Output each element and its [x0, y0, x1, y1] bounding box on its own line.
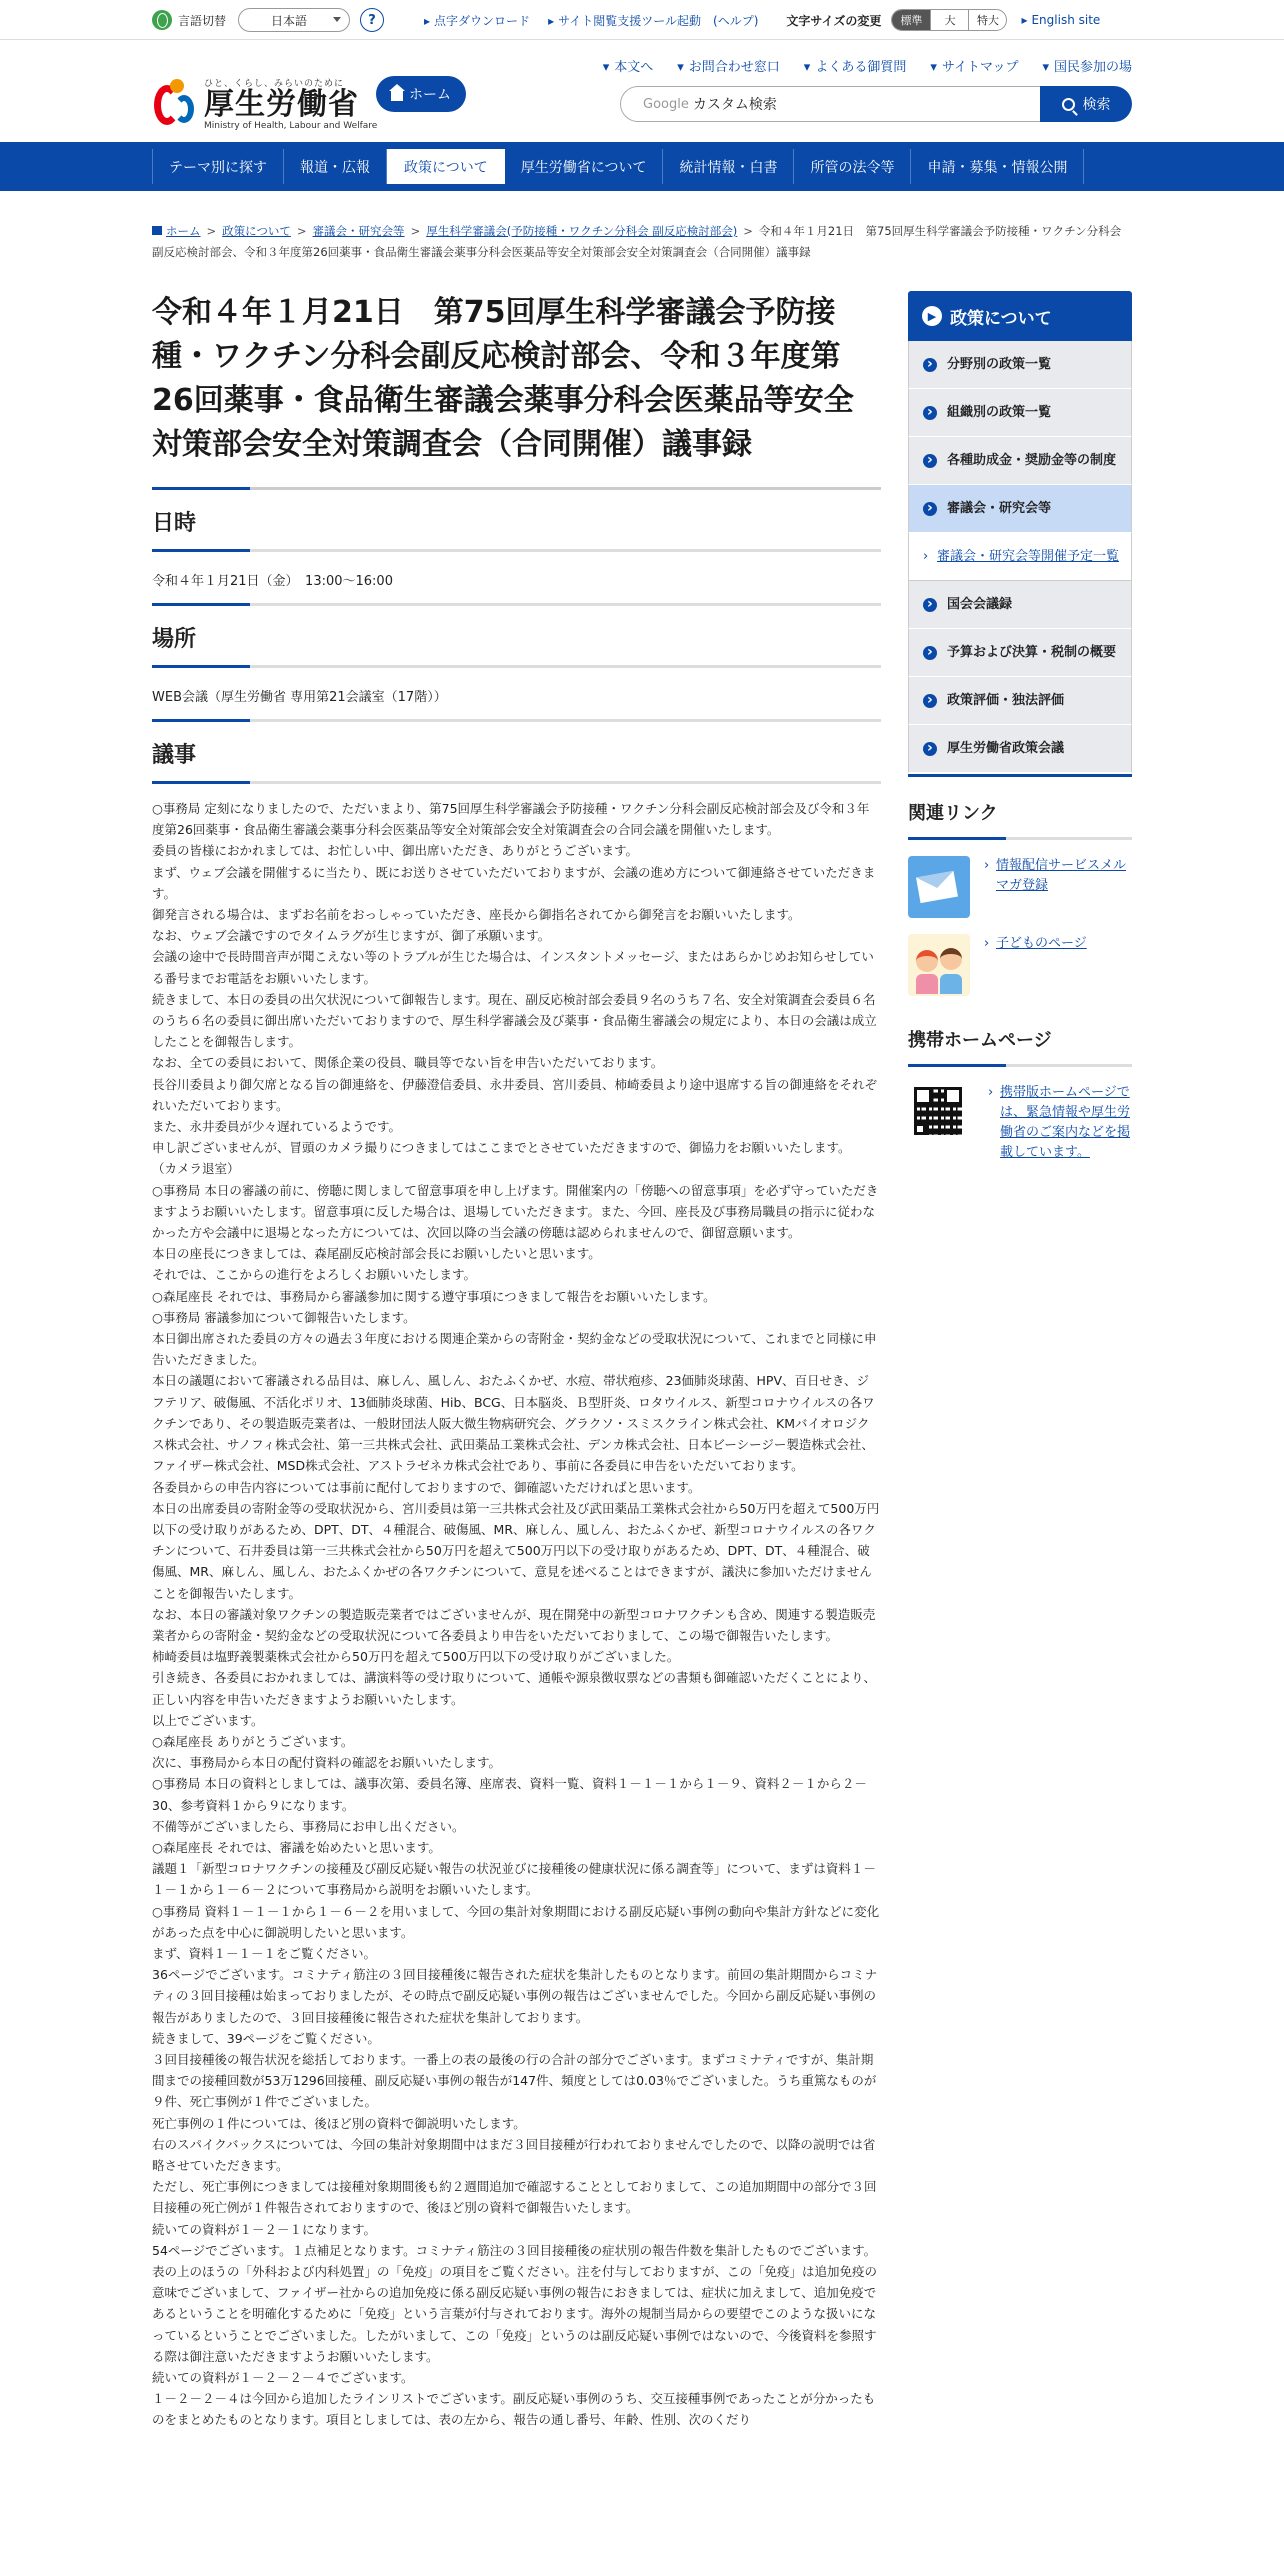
utility-links: [424, 12, 758, 29]
minutes-body: [152, 798, 881, 2431]
minutes-paragraph: ○森尾座長 それでは、事務局から審議参加に関する遵守事項につきまして報告をお願いいたします。: [152, 1288, 716, 1304]
minutes-paragraph: ○事務局 定刻になりましたので、ただいまより、第75回厚生科学審議会予防接種・ワクチン分科会副反応検討部会及び令和３年度第26回薬事・食品衛生審議会薬事分科会医薬品等安全対策部会安全対策調査会の合同会議を開催いたします。: [152, 801, 870, 838]
accessibility-tool-link[interactable]: ▸ サイト閲覧支援ツール起動 (ヘルプ): [548, 12, 758, 29]
font-size-label: 文字サイズの変更: [786, 13, 882, 28]
language-select-value: 日本語: [271, 13, 308, 28]
mail-magazine-link[interactable]: › 情報配信サービスメルマガ登録: [982, 856, 1132, 896]
minutes-paragraph: なお、全ての委員において、関係企業の役員、職員等でない旨を申告いただいております。: [152, 1055, 664, 1071]
minutes-paragraph: 続いての資料が１－２－１になります。: [152, 2221, 377, 2237]
breadcrumb: ホーム > 政策について > 審議会・研究会等 > 厚生科学審議会(予防接種・ワクチン分科会 副反応検討部会) > 令和４年１月21日 第75回厚生科学審議会予防接種・ワクチン分科会副反応検討部会、令和３年度第26回薬事・食品衛生審議会薬事分科会医薬品等安全対策部会安全対策調査会（合同開催）議事録: [152, 224, 1122, 259]
sidebar: [908, 291, 1132, 2431]
sidebar-item-policy-meeting[interactable]: 厚生労働省政策会議 ›: [908, 725, 1132, 773]
minutes-paragraph: ○森尾座長 ありがとうございます。: [152, 1733, 354, 1749]
gnav-theme[interactable]: テーマ別に探す: [152, 149, 284, 184]
gnav-press[interactable]: 報道・広報: [284, 149, 387, 184]
minutes-paragraph: 続いての資料が１－２－２－４でございます。: [152, 2370, 414, 2386]
sidebar-item-subsidies[interactable]: 各種助成金・奨励金等の制度 ›: [908, 437, 1132, 485]
minutes-paragraph: それでは、ここからの進行をよろしくお願いいたします。: [152, 1267, 477, 1283]
kids-page-icon: [908, 934, 970, 996]
gnav-policy[interactable]: 政策について: [387, 149, 505, 184]
header-links: [603, 56, 1132, 75]
global-nav: [0, 142, 1284, 191]
minutes-paragraph: また、永井委員が少々遅れているようです。: [152, 1119, 402, 1135]
breadcrumb-home[interactable]: ホーム: [166, 224, 201, 238]
related-link-item: [908, 934, 1132, 996]
sidebar-heading-label: 政策について: [950, 308, 1052, 329]
mail-magazine-icon: [908, 856, 970, 918]
arrow-right-icon: ▶: [922, 306, 942, 326]
search-icon: [1062, 98, 1075, 111]
public-participation-link[interactable]: ▾ 国民参加の場: [1042, 56, 1132, 75]
minutes-paragraph: 不備等がございましたら、事務局にお申し出ください。: [152, 1818, 465, 1834]
section-divider: [152, 603, 881, 606]
minutes-paragraph: 54ページでございます。１点補足となります。コミナティ筋注の３回目接種後の症状別の報告件数を集計したものでございます。表の上のほうの「外科および内科処置」の「免疫」の項目をご覧ください。注を付与しておりますが、この「免疫」は追加免疫の意味でございまして、ファイザー社からの追加免疫に係る副反応疑い事例の報告におきましては、症状に加えまして、追加免疫であるということを明確化するために「免疫」という言葉が付与されております。海外の規制当局からの要望でこのような扱いになっているということでございました。したがいまして、この「免疫」というのは副反応疑い事例ではないので、今後資料を参照する際は御注意いただきますようお願いいたします。: [152, 2242, 878, 2364]
sidebar-item-councils[interactable]: 審議会・研究会等 ›: [908, 485, 1132, 533]
font-size-xlarge-button[interactable]: 特大: [968, 10, 1006, 30]
date-heading: 日時: [152, 506, 881, 552]
minutes-paragraph: １－２－２－４は今回から追加したラインリストでございます。副反応疑い事例のうち、交互接種事例であったことが分かったものをまとめたものとなります。項目としましては、表の左から、報告の通し番号、年齢、性別、次のくだり: [152, 2391, 876, 2428]
minutes-paragraph: 続きまして、本日の委員の出欠状況について御報告します。現在、副反応検討部会委員９名のうち７名、安全対策調査会委員６名のうち６名の委員に御出席いただいておりますので、厚生科学審議会及び薬事・食品衛生審議会の規定により、本日の会議は成立したことを御報告します。: [152, 991, 877, 1050]
minutes-paragraph: なお、本日の審議対象ワクチンの製造販売業者ではございませんが、現在開発中の新型コロナワクチンも含め、関連する製造販売業者からの寄附金・契約金などの受取状況について各委員より申告をいただいておりまして、この場で御報告いたします。: [152, 1606, 876, 1643]
sidebar-subitem-schedule[interactable]: [908, 533, 1132, 581]
minutes-paragraph: ○森尾座長 それでは、審議を始めたいと思います。: [152, 1839, 441, 1855]
english-site-link[interactable]: ▸ English site: [1021, 13, 1100, 27]
sidebar-heading[interactable]: [908, 291, 1132, 341]
minutes-paragraph: ただし、死亡事例につきましては接種対象期間後も約２週間追加で確認することとしておりまして、この追加期間中の部分で３回目接種の死亡例が１件報告されておりますので、後ほど別の資料で御報告いたします。: [152, 2179, 877, 2216]
minutes-paragraph: なお、ウェブ会議ですのでタイムラグが生じますが、御了承願います。: [152, 928, 551, 944]
sitemap-link[interactable]: ▾ サイトマップ: [930, 56, 1018, 75]
minutes-paragraph: 本日の議題において審議される品目は、麻しん、風しん、おたふくかぜ、水痘、帯状疱疹、23価肺炎球菌、HPV、百日せき、ジフテリア、破傷風、不活化ポリオ、13価肺炎球菌、Hib、BCG、日本脳炎、Ｂ型肝炎、ロタウイルス、新型コロナウイルスの各ワクチンであり、その製造販売業者は、一般財団法人阪大微生物病研究会、グラクソ・スミスクライン株式会社、KMバイオロジクス株式会社、サノフィ株式会社、第一三共株式会社、武田薬品工業株式会社、デンカ株式会社、日本ビーシージー製造株式会社、ファイザー株式会社、MSD株式会社、アストラゼネカ株式会社であり、事前に各委員に申告をいただいております。: [152, 1373, 875, 1474]
minutes-paragraph: 以上でございます。: [152, 1712, 264, 1728]
sidebar-item-by-field[interactable]: 分野別の政策一覧 ›: [908, 341, 1132, 389]
gnav-about[interactable]: 厚生労働省について: [505, 149, 664, 184]
minutes-paragraph: 議題１「新型コロナワクチンの接種及び副反応疑い報告の状況並びに接種後の健康状況に係る調査等」について、まずは資料１－１－１から１－６－２について事務局から説明をお願いいたします。: [152, 1861, 876, 1898]
minutes-paragraph: ○事務局 本日の審議の前に、傍聴に関しまして留意事項を申し上げます。開催案内の「傍聴への留意事項」を必ず守っていただきますようお願いいたします。留意事項に反した場合は、退場していただきます。また、今回、座長及び事務局職員の指示に従わなかった方や会議中に退場となった方については、次回以降の当会議の傍聴は認められませんので、御留意願います。: [152, 1182, 879, 1241]
chevron-down-icon: [333, 17, 341, 22]
related-links-heading: 関連リンク: [908, 799, 1132, 840]
font-size-large-button[interactable]: 大: [930, 10, 968, 30]
gnav-laws[interactable]: 所管の法令等: [794, 149, 911, 184]
home-button-label: ホーム: [409, 87, 451, 103]
minutes-paragraph: 36ページでございます。コミナティ筋注の３回目接種後に報告された症状を集計したものとなります。前回の集計期間からコミナティの３回目接種は始まっておりましたが、その時点で副反応疑い事例の報告はございませんでした。今回から副反応疑い事例の報告がありましたので、３回目接種後に報告された症状を集計しております。: [152, 1967, 878, 2025]
minutes-paragraph: 右のスパイクバックスについては、今回の集計対象期間中はまだ３回目接種が行われておりませんでしたので、以降の説明では省略させていただきます。: [152, 2136, 876, 2173]
faq-link[interactable]: ▾ よくある御質問: [804, 56, 907, 75]
minutes-paragraph: ○事務局 資料１－１－１から１－６－２を用いまして、今回の集計対象期間における副反応疑い事例の動向や集計方針などに変化があった点を中心に御説明したいと思います。: [152, 1903, 880, 1940]
main-content: [152, 291, 881, 2431]
site-logo[interactable]: [152, 76, 377, 131]
date-text: 令和４年１月21日（金） 13:00～16:00: [152, 574, 393, 589]
minutes-paragraph: 引き続き、各委員におかれましては、講演料等の受け取りについて、通帳や源泉徴収票などの書類も御確認いただくことにより、正しい内容を申告いただきますようお願いいたします。: [152, 1670, 877, 1707]
search-button-label: 検索: [1082, 97, 1111, 113]
minutes-paragraph: 長谷川委員より御欠席となる旨の御連絡を、伊藤澄信委員、永井委員、宮川委員、柿崎委員より途中退席する旨の御連絡をそれぞれいただいております。: [152, 1076, 878, 1113]
site-search: [620, 86, 1132, 122]
minutes-paragraph: ○事務局 審議参加について御報告いたします。: [152, 1309, 416, 1325]
qr-code-icon: [914, 1087, 962, 1135]
help-icon[interactable]: ?: [360, 8, 384, 32]
font-size-switcher: [891, 9, 1007, 31]
utility-bar: [0, 0, 1284, 40]
braille-download-link[interactable]: ▸ 点字ダウンロード: [424, 12, 530, 29]
minutes-paragraph: 御発言される場合は、まずお名前をおっしゃっていただき、座長から御指名されてから御発言をお願いいたします。: [152, 907, 801, 923]
home-icon: [152, 226, 162, 235]
sidebar-divider: [908, 773, 1132, 777]
minutes-heading: 議事: [152, 738, 881, 784]
skip-to-content-link[interactable]: ▾ 本文へ: [603, 56, 654, 75]
minutes-paragraph: まず、資料１－１－１をご覧ください。: [152, 1945, 377, 1961]
minutes-paragraph: 各委員からの申告内容については事前に配付しておりますので、御確認いただければと思います。: [152, 1479, 701, 1495]
minutes-paragraph: 本日御出席された委員の方々の過去３年度における関連企業からの寄附金・契約金などの受取状況について、これまでと同様に申告いただきました。: [152, 1331, 877, 1368]
home-icon: [391, 91, 403, 101]
minutes-paragraph: 本日の座長につきましては、森尾副反応検討部会長にお願いしたいと思います。: [152, 1246, 601, 1262]
breadcrumb-current: 令和４年１月21日 第75回厚生科学審議会予防接種・ワクチン分科会副反応検討部会、令和３年度第26回薬事・食品衛生審議会薬事分科会医薬品等安全対策部会安全対策調査会（合同開催）議事録: [152, 224, 1122, 259]
minutes-paragraph: 委員の皆様におかれましては、お忙しい中、御出席いただき、ありがとうございます。: [152, 843, 639, 859]
home-button[interactable]: [376, 76, 466, 112]
sidebar-item-diet-records[interactable]: 国会会議録 ›: [908, 581, 1132, 629]
minutes-paragraph: まず、ウェブ会議を開催するに当たり、既にお送りさせていただいておりますが、会議の進め方について御連絡させていただきます。: [152, 864, 876, 901]
logo-english-name: Ministry of Health, Labour and Welfare: [204, 120, 378, 131]
minutes-paragraph: ３回目接種後の報告状況を総括しております。一番上の表の最後の行の合計の部分でございます。まずコミナティですが、集計期間までの接種回数が53万1296回接種、副反応疑い事例の報告が147件、頻度としては0.03％でございました。うち重篤なものが９件、死亡事例が１件でございました。: [152, 2051, 877, 2110]
language-switch-label: 言語切替: [178, 13, 227, 28]
breadcrumb-councils[interactable]: 審議会・研究会等: [312, 224, 405, 238]
mhlw-logo-icon: [152, 77, 200, 129]
minutes-paragraph: 会議の途中で長時間音声が聞こえない等のトラブルが生じた場合は、インスタントメッセージ、またはあらかじめお知らせしている番号までお電話をお願いいたします。: [152, 949, 874, 986]
minutes-paragraph: 柿崎委員は塩野義製薬株式会社から50万円を超えて500万円以下の受け取りがございました。: [152, 1649, 680, 1665]
language-select[interactable]: [238, 8, 350, 32]
section-divider: [152, 719, 881, 722]
sidebar-item-budget[interactable]: 予算および決算・税制の概要 ›: [908, 629, 1132, 677]
sidebar-item-evaluation[interactable]: 政策評価・独法評価 ›: [908, 677, 1132, 725]
minutes-paragraph: 死亡事例の１件については、後ほど別の資料で御説明いたします。: [152, 2115, 526, 2131]
globe-icon: [152, 10, 172, 30]
font-size-standard-button[interactable]: 標準: [892, 10, 930, 30]
related-link-item: [908, 856, 1132, 918]
search-input[interactable]: [620, 86, 1040, 122]
logo-tagline: ひと、くらし、みらいのために: [204, 79, 345, 89]
minutes-paragraph: 申し訳ございませんが、冒頭のカメラ撮りにつきましてはここまでとさせていただきますので、御協力をお願いいたします。: [152, 1140, 851, 1156]
mobile-site-link[interactable]: › 携帯版ホームページでは、緊急情報や厚生労働省のご案内などを掲載しています。: [986, 1083, 1132, 1163]
place-text: WEB会議（厚生労働省 専用第21会議室（17階））: [152, 690, 447, 705]
sidebar-subitem-label: 審議会・研究会等開催予定一覧: [937, 549, 1120, 564]
mobile-heading: 携帯ホームページ: [908, 1026, 1132, 1067]
sidebar-item-by-organization[interactable]: 組織別の政策一覧 ›: [908, 389, 1132, 437]
mobile-item: [908, 1083, 1132, 1163]
gnav-statistics[interactable]: 統計情報・白書: [663, 149, 794, 184]
minutes-paragraph: 次に、事務局から本日の配付資料の確認をお願いいたします。: [152, 1755, 502, 1771]
minutes-paragraph: 本日の出席委員の寄附金等の受取状況から、宮川委員は第一三共株式会社及び武田薬品工業株式会社から50万円を超えて500万円以下の受け取りがあるため、DPT、DT、４種混合、破傷風、MR、麻しん、風しん、おたふくかぜ、新型コロナウイルスの各ワクチンについて、石井委員は第一三共株式会社から50万円を超えて500万円以下の受け取りがあるため、DPT、DT、４種混合、破傷風、MR、麻しん、風しん、おたふくかぜの各ワクチンについて、意見を述べることはできますが、議決に参加いただけませんことを御報告いたします。: [152, 1500, 880, 1601]
breadcrumb-council-page[interactable]: 厚生科学審議会(予防接種・ワクチン分科会 副反応検討部会): [426, 224, 738, 238]
contact-link[interactable]: ▾ お問合わせ窓口: [677, 56, 780, 75]
minutes-paragraph: （カメラ退室）: [152, 1161, 240, 1177]
minutes-paragraph: ○事務局 本日の資料としましては、議事次第、委員名簿、座席表、資料一覧、資料１－１－１から１－９、資料２－１から２－30、参考資料１から９になります。: [152, 1776, 867, 1813]
search-placeholder: カスタム検索: [692, 97, 777, 113]
breadcrumb-policy[interactable]: 政策について: [222, 224, 291, 238]
search-button[interactable]: [1040, 86, 1132, 122]
search-google-label: Google: [643, 96, 689, 112]
minutes-paragraph: 続きまして、39ページをご覧ください。: [152, 2030, 380, 2046]
kids-page-link[interactable]: › 子どものページ: [982, 934, 1087, 954]
logo-name: 厚生労働省: [204, 87, 359, 122]
page-title: 令和４年１月21日 第75回厚生科学審議会予防接種・ワクチン分科会副反応検討部会、令和３年度第26回薬事・食品衛生審議会薬事分科会医薬品等安全対策部会安全対策調査会（合同開催）議事録: [152, 291, 881, 490]
gnav-applications[interactable]: 申請・募集・情報公開: [911, 149, 1084, 184]
place-heading: 場所: [152, 622, 881, 668]
site-header: [0, 40, 1284, 142]
